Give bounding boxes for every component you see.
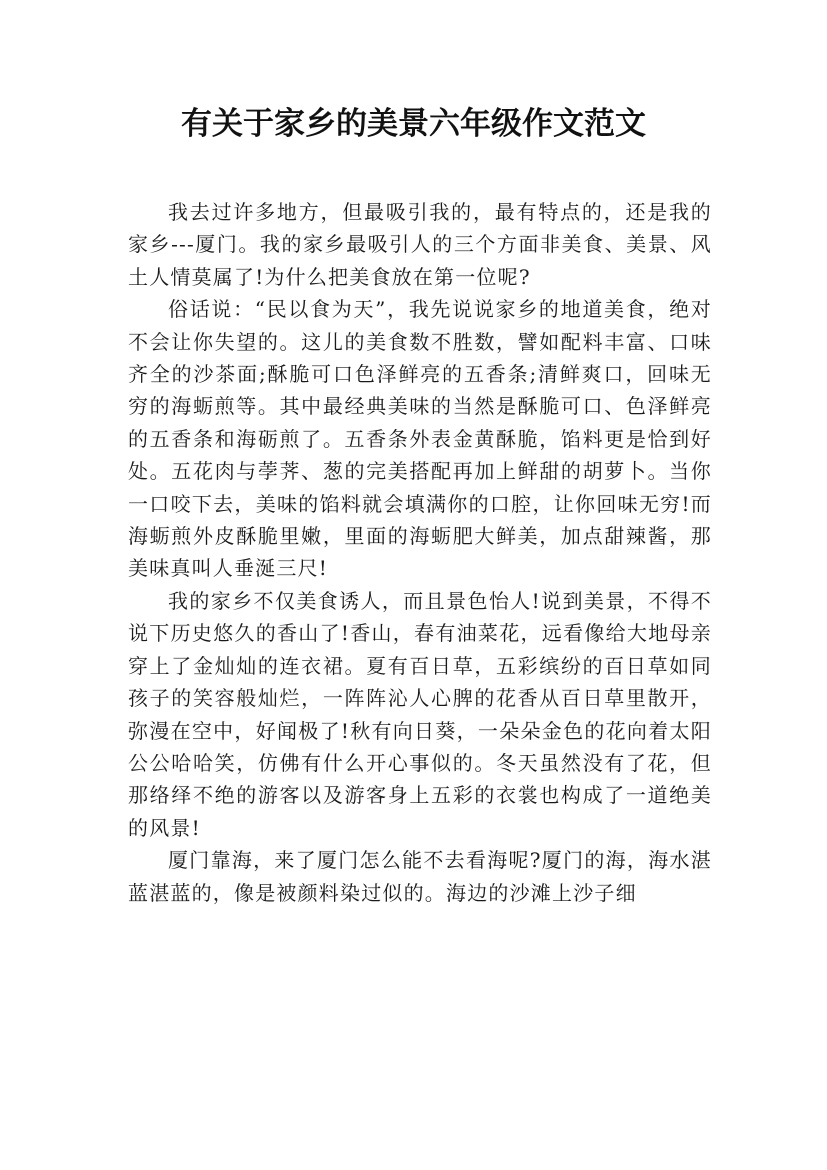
paragraph-4: 厦门靠海，来了厦门怎么能不去看海呢?厦门的海，海水湛蓝湛蓝的，像是被颜料染过似的。海边的沙滩上沙子细 xyxy=(128,848,712,905)
paragraph-2: 俗话说：“民以食为天”，我先说说家乡的地道美食，绝对不会让你失望的。这儿的美食数不胜数，譬如配料丰富、口味齐全的沙茶面;酥脆可口色泽鲜亮的五香条;清鲜爽口，回味无穷的海蛎煎等。其中最经典美味的当然是酥脆可口、色泽鲜亮的五香条和海砺煎了。五香条外表金黄酥脆，馅料更是恰到好处。五花肉与荸荠、葱的完美搭配再加上鲜甜的胡萝卜。当你一口咬下去，美味的馅料就会填满你的口腔，让你回味无穷!而海蛎煎外皮酥脆里嫩，里面的海蛎肥大鲜美，加点甜辣酱，那美味真叫人垂涎三尺! xyxy=(128,297,712,581)
document-title: 有关于家乡的美景六年级作文范文 xyxy=(181,106,646,142)
paragraph-1: 我去过许多地方，但最吸引我的，最有特点的，还是我的家乡---厦门。我的家乡最吸引人的三个方面非美食、美景、风土人情莫属了!为什么把美食放在第一位呢? xyxy=(128,200,712,289)
document-body xyxy=(128,196,712,909)
paragraph-3: 我的家乡不仅美食诱人，而且景色怡人!说到美景，不得不说下历史悠久的香山了!香山，春有油菜花，远看像给大地母亲穿上了金灿灿的连衣裙。夏有百日草，五彩缤纷的百日草如同孩子的笑容般灿烂，一阵阵沁人心脾的花香从百日草里散开，弥漫在空中，好闻极了!秋有向日葵，一朵朵金色的花向着太阳公公哈哈笑，仿佛有什么开心事似的。冬天虽然没有了花，但那络绎不绝的游客以及游客身上五彩的衣裳也构成了一道绝美的风景! xyxy=(128,588,712,840)
